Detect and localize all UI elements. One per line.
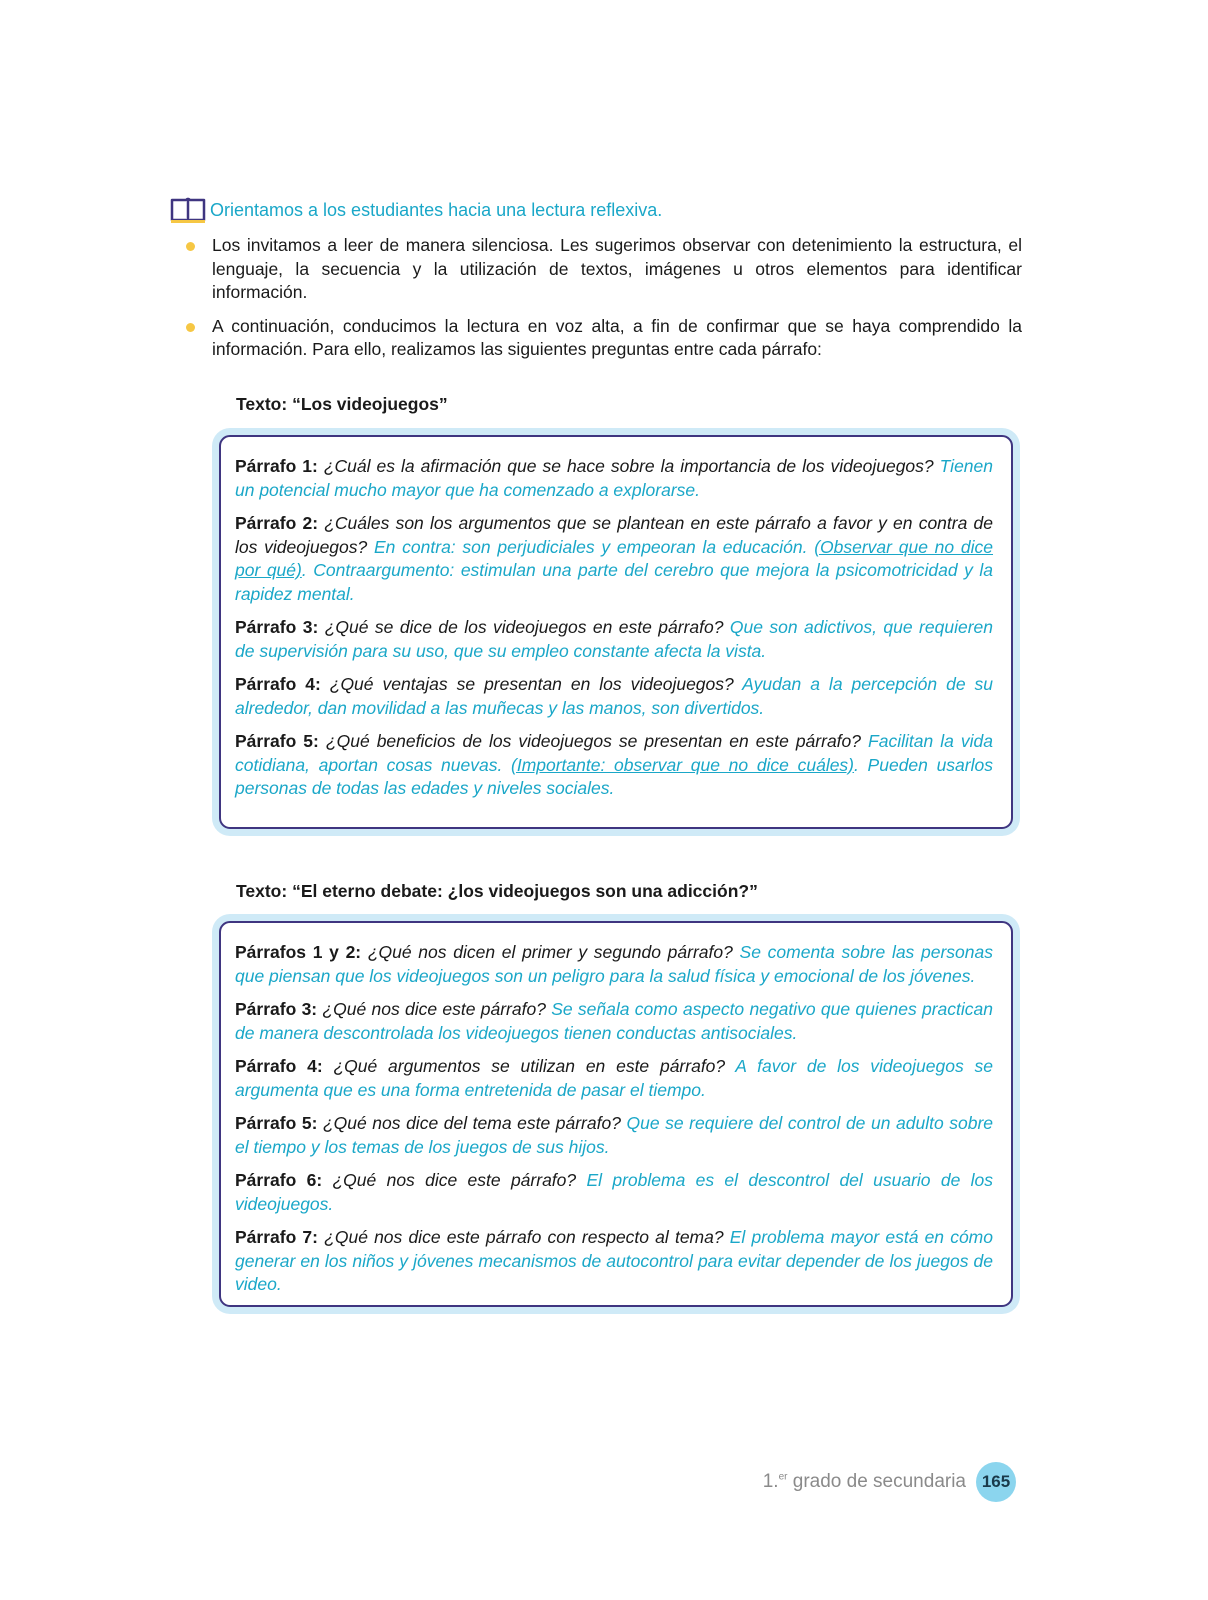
note: (Importante: observar que no dice cuáles) xyxy=(511,754,855,775)
paragraph-question: Párrafo 2: ¿Cuáles son los argumentos que se plantean en este párrafo a favor y en contra de los videojuegos? En contra: son perjudiciales y empeoran la educación. (Observar que no dice por qué). Contraargumento: estimulan una parte del cerebro que mejora la psicomotricidad y la rapidez mental. xyxy=(235,513,994,604)
paragraph-question: Párrafo 1: ¿Cuál es la afirmación que se hace sobre la importancia de los videojuegos? Tienen un potencial mucho mayor que ha comenzado a explorarse. xyxy=(235,456,993,500)
bullet-icon xyxy=(186,323,195,332)
list-item: A continuación, conducimos la lectura en voz alta, a fin de confirmar que se haya comprendido la información. Para ello, realizamos las siguientes preguntas entre cada párrafo: xyxy=(186,315,1022,362)
paragraph-question: Párrafo 4: ¿Qué argumentos se utilizan en este párrafo? A favor de los videojuegos se argumenta que es una forma entretenida de pasar el tiempo. xyxy=(235,1056,993,1100)
bullet-icon xyxy=(186,242,195,251)
paragraph-question: Párrafo 5: ¿Qué nos dice del tema este párrafo? Que se requiere del control de un adulto sobre el tiempo y los temas de los juegos de sus hijos. xyxy=(235,1113,994,1157)
paragraph-question: Párrafo 7: ¿Qué nos dice este párrafo con respecto al tema? El problema mayor está en cómo generar en los niños y jóvenes mecanismos de autocontrol para evitar depender de los juegos de video. xyxy=(235,1227,993,1294)
paragraph-question: Párrafo 3: ¿Qué nos dice este párrafo? Se señala como aspecto negativo que quienes practican de manera descontrolada los videojuegos tienen conductas antisociales. xyxy=(235,999,993,1043)
list-item: Los invitamos a leer de manera silenciosa. Les sugerimos observar con detenimiento la estructura, el lenguaje, la secuencia y la utilización de textos, imágenes u otros elementos para identificar información. xyxy=(186,234,1022,305)
note: (Observar que no dice por qué) xyxy=(235,536,993,580)
section-header xyxy=(170,196,662,224)
page-number: 165 xyxy=(976,1462,1016,1502)
questions-box-1 xyxy=(212,428,1020,836)
section-title: Orientamos a los estudiantes hacia una lectura reflexiva. xyxy=(210,199,663,220)
text-title-2: Texto: “El eterno debate: ¿los videojuegos son una adicción?” xyxy=(236,881,758,901)
paragraph-question: Párrafo 4: ¿Qué ventajas se presentan en los videojuegos? Ayudan a la percepción de su alrededor, dan movilidad a las muñecas y las manos, son divertidos. xyxy=(235,674,993,718)
book-icon xyxy=(170,196,206,224)
text-title-1: Texto: “Los videojuegos” xyxy=(236,394,448,414)
paragraph-question: Párrafos 1 y 2: ¿Qué nos dicen el primer y segundo párrafo? Se comenta sobre las personas que piensan que los videojuegos son un peligro para la salud física y emocional de los jóvenes. xyxy=(235,942,994,986)
instruction-list xyxy=(186,234,1022,372)
paragraph-question: Párrafo 6: ¿Qué nos dice este párrafo? El problema es el descontrol del usuario de los videojuegos. xyxy=(235,1170,993,1214)
questions-box-2 xyxy=(212,914,1020,1314)
grade-label: 1.$^{er}$ grado de secundaria xyxy=(762,1471,966,1492)
paragraph-question: Párrafo 5: ¿Qué beneficios de los videojuegos se presentan en este párrafo? Facilitan la vida cotidiana, aportan cosas nuevas. (Importante: observar que no dice cuáles). Pueden usarlos personas de todas las edades y niveles sociales. xyxy=(235,731,993,798)
page-footer xyxy=(763,1462,1016,1502)
paragraph-question: Párrafo 3: ¿Qué se dice de los videojuegos en este párrafo? Que son adictivos, que requieren de supervisión para su uso, que su empleo constante afecta la vista. xyxy=(235,617,993,661)
